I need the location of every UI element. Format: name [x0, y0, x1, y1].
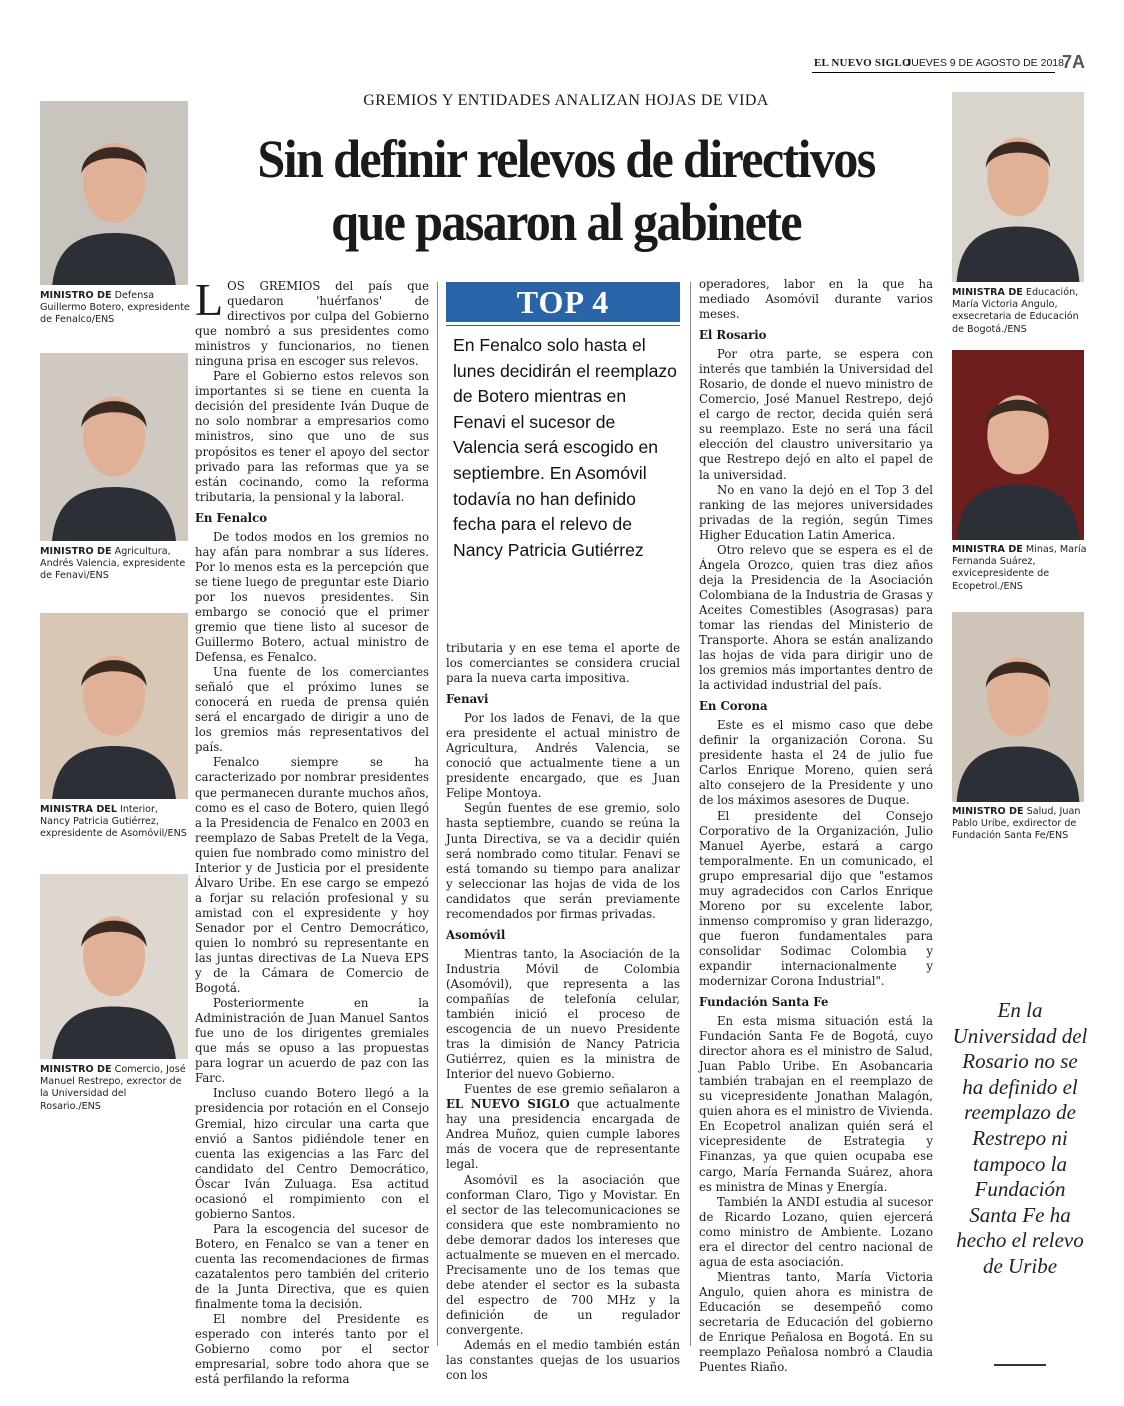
caption-salud: [952, 806, 1087, 843]
pull-quote-rule: [994, 1364, 1046, 1366]
portrait-educacion: [952, 92, 1084, 282]
portrait-salud: [952, 612, 1084, 802]
paragraph: No en vano la dejó en el Top 3 del ranking de las mejores universidades privadas de la región, según Times Higher Education Latin America.: [699, 482, 933, 542]
paragraph: Mientras tanto, la Asociación de la Industria Móvil de Colombia (Asomóvil), que representa a las compañías de telefonía celular, también inició el proceso de escogencia de un nuevo Presidente tras la dimisión de Nancy Patricia Gutiérrez, quien es la ministra de Interior del nuevo Gobierno.: [446, 946, 680, 1082]
caption-agricultura: [40, 546, 190, 583]
top-box-rule: [446, 325, 680, 326]
portrait-silhouette: [40, 101, 188, 285]
caption-role: MINISTRA DEL: [40, 804, 117, 815]
article-column-2: [446, 641, 680, 1383]
caption-defensa: [40, 290, 190, 327]
lead-paragraph: [195, 274, 429, 369]
paragraph: Además en el medio también están las constantes quejas de los usuarios con los: [446, 1338, 680, 1383]
portrait-comercio: [40, 874, 188, 1059]
subhead: El Rosario: [699, 328, 767, 343]
caption-role: MINISTRO DE: [40, 546, 112, 557]
paragraph: Posteriormente en la Administración de Juan Manuel Santos fue uno de los dirigentes gremiales que más se opuso a las propuestas para lograr un acuerdo de paz con las Farc.: [195, 996, 429, 1086]
subhead: Asomóvil: [446, 927, 506, 942]
caption-interior: [40, 804, 190, 841]
paragraph: Para la escogencia del sucesor de Botero, en Fenalco se van a tener en cuenta las recomendaciones de firmas cazatalentos pero también del criterio de la Junta Directiva, que es quien finalmente toma la decisión.: [195, 1221, 429, 1312]
paragraph-part: Fuentes de ese gremio señalaron a: [464, 1082, 680, 1097]
paragraph: El nombre del Presidente es esperado con interés tanto por el Gobierno como por el sector empresarial, sobre todo ahora que se está perfilando la reforma: [195, 1312, 429, 1387]
headline-line-1: Sin definir relevos de directivos: [257, 129, 875, 189]
subhead: En Fenalco: [195, 510, 267, 525]
page-number: 7A: [1062, 52, 1086, 72]
portrait-silhouette: [40, 613, 188, 799]
paragraph: De todos modos en los gremios no hay afán para nombrar a sus líderes. Por lo menos esta es la percepción que se tiene luego de preguntar este Diario por los nuevos presidentes. Sin embargo se conoció que el primer gremio que tiene listo al sucesor de Guillermo Botero, actual ministro de Defensa, es Fenalco.: [195, 529, 429, 665]
paragraph-part: que actualmente hay una presidencia encargada de Andrea Muñoz, quien cumple labores más de vocera que de representante legal.: [446, 1097, 680, 1172]
column-rule: [437, 282, 438, 1346]
portrait-minas: [952, 350, 1084, 540]
paragraph: Por los lados de Fenavi, de la que era presidente el actual ministro de Agricultura, Andrés Valencia, se conoció que actualmente tiene a un presidente encargado, que es Juan Felipe Montoya.: [446, 711, 680, 801]
caption-role: MINISTRO DE: [40, 290, 112, 301]
masthead: [800, 52, 1090, 72]
top-box-label: TOP 4: [446, 282, 680, 322]
newspaper-name-inline: EL NUEVO SIGLO: [446, 1097, 570, 1112]
caption-role: MINISTRA DE: [952, 544, 1023, 555]
portrait-silhouette: [952, 350, 1084, 540]
paragraph: Mientras tanto, María Victoria Angulo, quien ahora es ministra de Educación se desempeñó como secretaria de Educación del gobierno de Enrique Peñalosa en Bogotá. En su reemplazo Peñalosa nombró a Claudia Puentes Riaño.: [699, 1269, 933, 1375]
article-column-1: [195, 274, 429, 1387]
caption-role: MINISTRA DE: [952, 287, 1023, 298]
portrait-silhouette: [40, 874, 188, 1059]
subhead: Fundación Santa Fe: [699, 995, 829, 1010]
portrait-silhouette: [952, 612, 1084, 802]
masthead-rule: [812, 72, 1055, 73]
caption-role: MINISTRO DE: [40, 1064, 112, 1075]
paragraph: Asomóvil es la asociación que conforman Claro, Tigo y Movistar. En el sector de las telecomunicaciones se considera que este nombramiento no debe demorar dados los intereses que actualmente se mueven en el mercado. Precisamente uno de los temas que debe atender el sector es la subasta del espectro de 700 MHz y la definición de un regulador convergente.: [446, 1172, 680, 1337]
kicker: GREMIOS Y ENTIDADES ANALIZAN HOJAS DE VIDA: [363, 92, 769, 109]
paragraph: Por otra parte, se espera con interés que también la Universidad del Rosario, de donde el nuevo ministro de Comercio, José Manuel Restrepo, dejó el cargo de rector, decida quién será su reemplazo. Este no será una fácil elección del claustro universitario ya que Restrepo dejó en alto el papel de la universidad.: [699, 347, 933, 482]
paragraph: Incluso cuando Botero llegó a la presidencia por rotación en el Consejo Gremial, hizo circular una carta que envió a Santos pidiéndole tener en cuenta las exigencias a las Farc del candidato del Centro Democrático, Óscar Iván Zuluaga. Esa actitud ocasionó el rompimiento con el gobierno Santos.: [195, 1086, 429, 1221]
paragraph: Una fuente de los comerciantes señaló que el próximo lunes se conocerá en rueda de prensa quién será el encargado de dirigir a uno de los gremios más representativos del país.: [195, 665, 429, 755]
portrait-silhouette: [40, 353, 188, 541]
paragraph: El presidente del Consejo Corporativo de la Organización, Julio Manuel Ayerbe, estará a cargo temporalmente. En un comunicado, el grupo empresarial dijo que "estamos muy agradecidos con Carlos Enrique Moreno por su excelente labor, inmenso compromiso y gran liderazgo, que fueron fundamentales para consolidar Sodimac Colombia y expandir internacionalmente y modernizar Corona Industrial".: [699, 808, 933, 989]
paragraph: En esta misma situación está la Fundación Santa Fe de Bogotá, cuyo director ahora es el ministro de Salud, Juan Pablo Uribe. En Asobancaria también trabajan en el reemplazo de su vicepresidente Jonathan Malagón, quien ahora es el ministro de Vivienda. En Ecopetrol analizan quién será el vicepresidente de Estrategia y Finanzas, ya que quien ocupaba ese cargo, María Fernanda Suárez, ahora es ministra de Minas y Energía.: [699, 1014, 933, 1194]
caption-text: Comercio, José Manuel Restrepo, exrector de la Universidad del Rosario./ENS: [40, 1064, 186, 1112]
paragraph: operadores, labor en la que ha mediado Asomóvil durante varios meses.: [699, 277, 933, 322]
column-rule: [690, 282, 691, 1346]
portrait-interior: [40, 613, 188, 799]
paragraph: [446, 1082, 680, 1172]
caption-educacion: [952, 287, 1087, 336]
headline: [214, 128, 917, 254]
issue-date: JUEVES 9 DE AGOSTO DE 2018: [906, 57, 1064, 69]
caption-comercio: [40, 1064, 190, 1113]
top-box-text: En Fenalco solo hasta el lunes decidirán el reemplazo de Botero mientras en Fenavi el sucesor de Valencia será escogido en septiembre. En Asomóvil todavía no han definido fecha para el relevo de Nancy Patricia Gutiérrez: [453, 335, 677, 560]
subhead: Fenavi: [446, 692, 489, 707]
portrait-agricultura: [40, 353, 188, 541]
caption-text: Interior, Nancy Patricia Gutiérrez, expresidente de Asomóvil/ENS: [40, 804, 187, 840]
paragraph: Según fuentes de ese gremio, solo hasta septiembre, cuando se reúna la Junta Directiva, se va a decidir quién será nombrado como titular. Fenavi se está tomando su tiempo para analizar y seleccionar las hojas de vida de los candidatos que serán previamente recomendados por firmas privadas.: [446, 801, 680, 921]
caption-minas: [952, 544, 1087, 593]
caption-text: Minas, María Fernanda Suárez, exvicepresidente de Ecopetrol./ENS: [952, 544, 1087, 592]
paragraph: tributaria y en ese tema el aporte de los comerciantes se considera crucial para la nueva carta impositiva.: [446, 641, 680, 686]
portrait-defensa: [40, 101, 188, 285]
subhead: En Corona: [699, 699, 768, 714]
article-column-3: [699, 277, 933, 1375]
newspaper-name: EL NUEVO SIGLO: [814, 57, 911, 69]
caption-text: Educación, María Victoria Angulo, exsecretaria de Educación de Bogotá./ENS: [952, 287, 1079, 335]
portrait-silhouette: [952, 92, 1084, 282]
lead-text: OS GREMIOS del país que quedaron 'huérfanos' de directivos por culpa del Gobierno que nombró a sus presidentes como ministros y funcionarios, no tienen ninguna prisa en escoger sus relevos.: [195, 279, 429, 369]
pull-quote: En la Universidad del Rosario no se ha definido el reemplazo de Restrepo ni tampoco la Fundación Santa Fe ha hecho el relevo de Uribe: [952, 998, 1088, 1278]
caption-role: MINISTRO DE: [952, 806, 1024, 817]
caption-text: Defensa Guillermo Botero, expresidente de Fenalco/ENS: [40, 290, 190, 326]
paragraph: Otro relevo que se espera es el de Ángela Orozco, quien tras diez años deja la Presidencia de la Asociación Colombiana de la Industria de Grasas y Aceites Comestibles (Asograsas) para tomar las riendas del Ministerio de Transporte. Ahora se están analizando las hojas de vida para dirigir uno de los gremios más importantes dentro de la actividad industrial del país.: [699, 542, 933, 693]
caption-text: Salud, Juan Pablo Uribe, exdirector de Fundación Santa Fe/ENS: [952, 806, 1081, 842]
paragraph: También la ANDI estudia al sucesor de Ricardo Lozano, quien ejercerá como ministro de Ambiente. Lozano era el director del centro nacional de agua de esta asociación.: [699, 1194, 933, 1269]
paragraph: Este es el mismo caso que debe definir la organización Corona. Su presidente hasta el 24 de julio fue Carlos Enrique Moreno, quien será alto consejero de la Presidente y uno de los máximos asesores de Duque.: [699, 718, 933, 808]
caption-text: Agricultura, Andrés Valencia, expresidente de Fenavi/ENS: [40, 546, 186, 582]
paragraph: Pare el Gobierno estos relevos son importantes si se tiene en cuenta la decisión del presidente Iván Duque de no solo nombrar a empresarios como ministros, sino que uno de sus propósitos es tener el apoyo del sector privado para las reformas que ya se están cocinando, como la reforma tributaria, la pensional y la laboral.: [195, 369, 429, 504]
headline-line-2: que pasaron al gabinete: [331, 192, 801, 252]
drop-cap: L: [195, 274, 224, 325]
paragraph: Fenalco siempre se ha caracterizado por nombrar presidentes que permanecen durante muchos años, como es el caso de Botero, quien llegó a la Presidencia de Fenalco en 2003 en reemplazo de Sabas Pretelt de la Vega, quien fue nombrado como ministro del Interior y de Justicia por el presidente Álvaro Uribe. En ese cargo se empezó a forjar su relación profesional y su amistad con el expresidente y hoy Senador por el Centro Democrático, quien lo nombró su representante en las juntas directivas de La Nueva EPS y de la Cámara de Comercio de Bogotá.: [195, 755, 429, 996]
